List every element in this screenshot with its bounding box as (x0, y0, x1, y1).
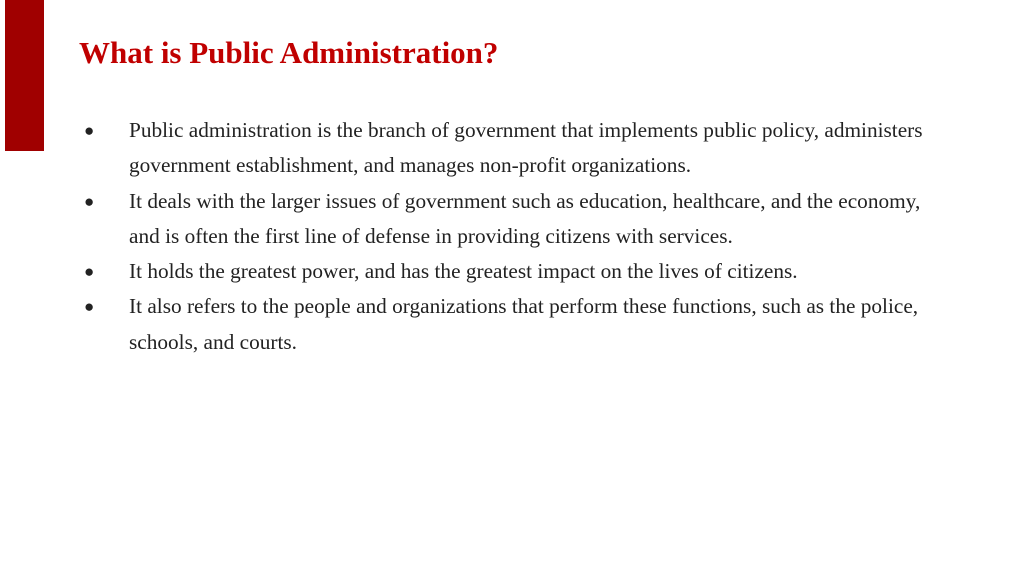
slide-title: What is Public Administration? (79, 35, 499, 70)
bullet-dot-icon: ● (84, 262, 95, 282)
bullet-dot-icon: ● (84, 191, 95, 211)
bullet-text: It deals with the larger issues of government such as education, healthcare, and the economy, and is often the first line of defense in providing citizens with services. (129, 188, 921, 248)
bullet-dot-icon: ● (84, 121, 95, 140)
bullet-item (84, 289, 954, 360)
bullet-text: It holds the greatest power, and has the greatest impact on the lives of citizens. (129, 259, 798, 284)
bullet-item (84, 254, 954, 289)
bullet-text: Public administration is the branch of government that implements public policy, administers government establishment, and manages non-profit organizations. (129, 118, 923, 178)
bullet-list (84, 113, 954, 360)
accent-bar (5, 0, 44, 151)
bullet-item (84, 113, 954, 184)
bullet-item (84, 184, 954, 255)
bullet-dot-icon: ● (84, 297, 95, 317)
bullet-text: It also refers to the people and organizations that perform these functions, such as the police, schools, and courts. (129, 294, 919, 354)
